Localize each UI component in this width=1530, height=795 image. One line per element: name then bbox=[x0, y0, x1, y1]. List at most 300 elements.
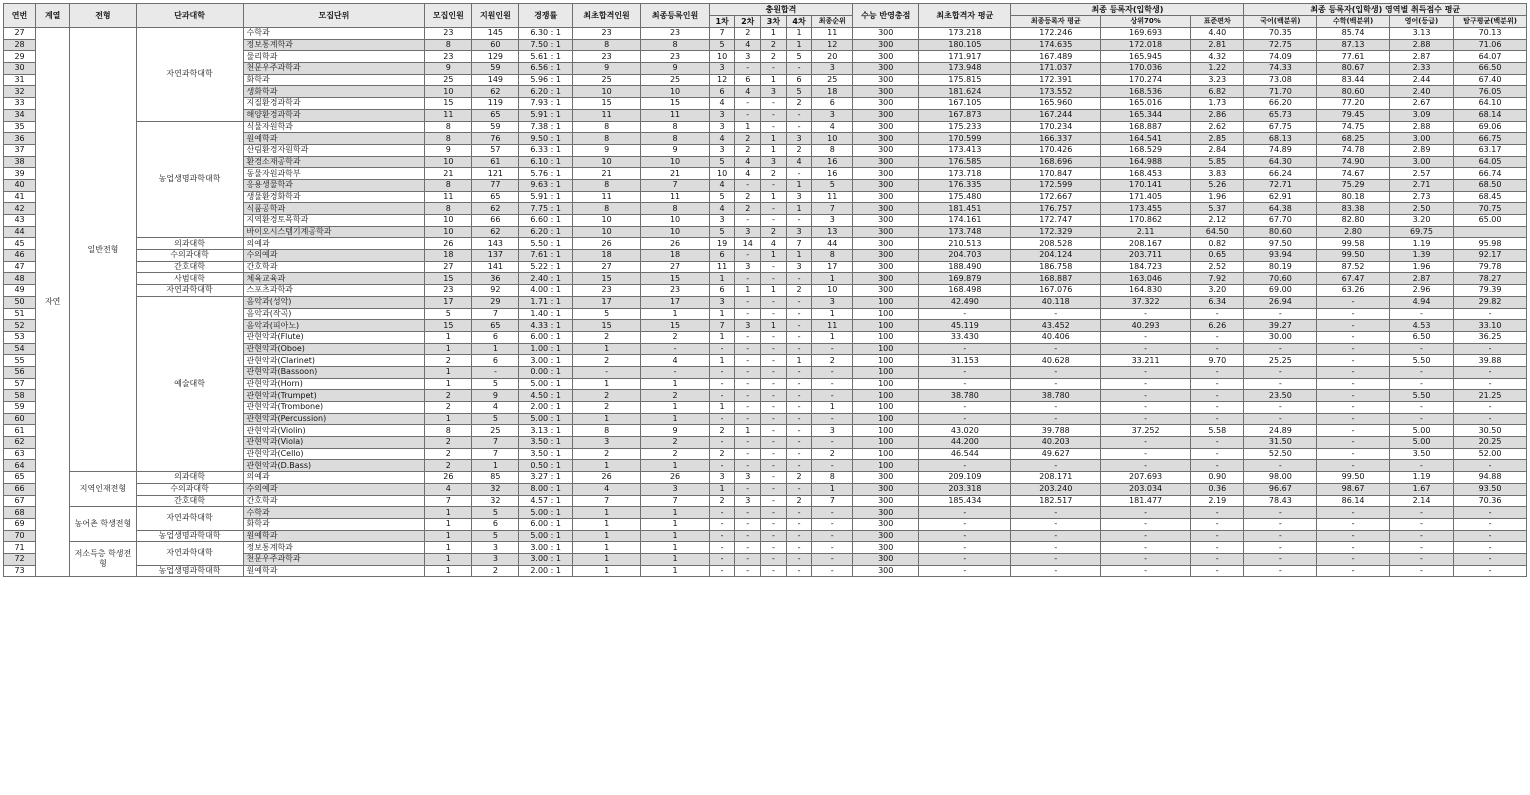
cell-top70: 165.344 bbox=[1101, 109, 1191, 121]
cell-top70: - bbox=[1101, 390, 1191, 402]
cell-final-rank: - bbox=[812, 518, 853, 530]
cell-ratio: 4.50 : 1 bbox=[519, 390, 572, 402]
cell-round-4: 4 bbox=[786, 156, 812, 168]
row-no: 56 bbox=[4, 366, 36, 378]
cell-top70: - bbox=[1101, 413, 1191, 425]
cell-std-dev: 6.82 bbox=[1191, 86, 1244, 98]
cell-korean: 70.35 bbox=[1244, 28, 1317, 40]
row-no: 49 bbox=[4, 285, 36, 297]
header-math: 수학(백분위) bbox=[1317, 16, 1390, 28]
cell-suneung: 100 bbox=[853, 331, 919, 343]
cell-english: 3.00 bbox=[1389, 133, 1453, 145]
cell-math: 99.50 bbox=[1317, 472, 1390, 484]
cell-round-2: - bbox=[735, 553, 761, 565]
cell-first-pass: 23 bbox=[572, 285, 640, 297]
cell-quota: 1 bbox=[425, 553, 472, 565]
header-quota: 모집인원 bbox=[425, 4, 472, 28]
cell-ratio: 1.71 : 1 bbox=[519, 296, 572, 308]
cell-suneung: 300 bbox=[853, 565, 919, 577]
cell-math: - bbox=[1317, 331, 1390, 343]
cell-reg-avg: 38.780 bbox=[1011, 390, 1101, 402]
cell-std-dev: - bbox=[1191, 448, 1244, 460]
cell-major: 관현악과(Flute) bbox=[243, 331, 425, 343]
cell-inquiry: 76.05 bbox=[1454, 86, 1527, 98]
cell-round-1: 6 bbox=[709, 285, 735, 297]
cell-inquiry: - bbox=[1454, 530, 1527, 542]
cell-round-3: - bbox=[761, 460, 787, 472]
cell-final-enroll: - bbox=[641, 366, 709, 378]
cell-first-pass: 9 bbox=[572, 144, 640, 156]
cell-korean: - bbox=[1244, 366, 1317, 378]
cell-top70: - bbox=[1101, 565, 1191, 577]
cell-inquiry: 64.05 bbox=[1454, 156, 1527, 168]
cell-quota: 17 bbox=[425, 296, 472, 308]
cell-final-rank: 16 bbox=[812, 168, 853, 180]
cell-english: 6.50 bbox=[1389, 331, 1453, 343]
cell-first-avg: 176.335 bbox=[919, 179, 1011, 191]
cell-math: 83.44 bbox=[1317, 74, 1390, 86]
table-row bbox=[4, 530, 1527, 542]
cell-final-rank: 8 bbox=[812, 250, 853, 262]
cell-korean: 31.50 bbox=[1244, 437, 1317, 449]
cell-reg-avg: 182.517 bbox=[1011, 495, 1101, 507]
cell-final-enroll: 23 bbox=[641, 285, 709, 297]
cell-first-avg: 209.109 bbox=[919, 472, 1011, 484]
type-cell-rural: 농어촌 학생전형 bbox=[70, 507, 136, 542]
cell-first-avg: 173.718 bbox=[919, 168, 1011, 180]
cell-korean: 52.50 bbox=[1244, 448, 1317, 460]
cell-quota: 2 bbox=[425, 448, 472, 460]
college-cell-edu: 사범대학 bbox=[136, 273, 243, 285]
cell-first-pass: 2 bbox=[572, 402, 640, 414]
cell-quota: 11 bbox=[425, 109, 472, 121]
cell-round-3: 1 bbox=[761, 28, 787, 40]
cell-round-3: - bbox=[761, 308, 787, 320]
cell-suneung: 300 bbox=[853, 507, 919, 519]
cell-first-pass: 11 bbox=[572, 109, 640, 121]
cell-first-avg: 181.624 bbox=[919, 86, 1011, 98]
cell-reg-avg: 40.628 bbox=[1011, 355, 1101, 367]
cell-english: 2.67 bbox=[1389, 98, 1453, 110]
cell-first-pass: 1 bbox=[572, 378, 640, 390]
cell-reg-avg: 39.788 bbox=[1011, 425, 1101, 437]
cell-top70: 163.046 bbox=[1101, 273, 1191, 285]
cell-round-1: 11 bbox=[709, 261, 735, 273]
cell-round-3: 1 bbox=[761, 320, 787, 332]
cell-applicants: 141 bbox=[472, 261, 519, 273]
cell-top70: 165.945 bbox=[1101, 51, 1191, 63]
cell-quota: 1 bbox=[425, 331, 472, 343]
cell-first-avg: 169.879 bbox=[919, 273, 1011, 285]
cell-final-rank: 10 bbox=[812, 133, 853, 145]
cell-std-dev: 5.26 bbox=[1191, 179, 1244, 191]
cell-first-avg: 167.105 bbox=[919, 98, 1011, 110]
cell-suneung: 100 bbox=[853, 308, 919, 320]
cell-first-avg: 168.498 bbox=[919, 285, 1011, 297]
cell-round-4: 5 bbox=[786, 51, 812, 63]
cell-ratio: 3.00 : 1 bbox=[519, 542, 572, 554]
header-extra-pass: 충원합격 bbox=[709, 4, 852, 16]
header-field: 계열 bbox=[36, 4, 70, 28]
cell-math: 75.29 bbox=[1317, 179, 1390, 191]
cell-inquiry: 68.50 bbox=[1454, 179, 1527, 191]
cell-top70: - bbox=[1101, 448, 1191, 460]
cell-first-avg: 203.318 bbox=[919, 483, 1011, 495]
cell-math: 80.60 bbox=[1317, 86, 1390, 98]
cell-english: - bbox=[1389, 308, 1453, 320]
cell-round-2: 1 bbox=[735, 121, 761, 133]
cell-first-avg: - bbox=[919, 507, 1011, 519]
cell-korean: 74.09 bbox=[1244, 51, 1317, 63]
row-no: 33 bbox=[4, 98, 36, 110]
cell-round-1: 12 bbox=[709, 74, 735, 86]
cell-applicants: 121 bbox=[472, 168, 519, 180]
cell-first-avg: - bbox=[919, 542, 1011, 554]
cell-final-enroll: 8 bbox=[641, 39, 709, 51]
cell-major: 식물자원학과 bbox=[243, 121, 425, 133]
cell-first-pass: 1 bbox=[572, 518, 640, 530]
cell-final-enroll: 1 bbox=[641, 460, 709, 472]
cell-ratio: 6.33 : 1 bbox=[519, 144, 572, 156]
cell-korean: 73.08 bbox=[1244, 74, 1317, 86]
cell-std-dev: 2.85 bbox=[1191, 133, 1244, 145]
cell-math: - bbox=[1317, 390, 1390, 402]
cell-applicants: 9 bbox=[472, 390, 519, 402]
cell-round-2: - bbox=[735, 296, 761, 308]
cell-round-2: - bbox=[735, 308, 761, 320]
cell-round-1: 5 bbox=[709, 39, 735, 51]
cell-std-dev: 5.58 bbox=[1191, 425, 1244, 437]
cell-suneung: 300 bbox=[853, 74, 919, 86]
cell-first-pass: 10 bbox=[572, 215, 640, 227]
row-no: 58 bbox=[4, 390, 36, 402]
cell-inquiry: 70.36 bbox=[1454, 495, 1527, 507]
cell-round-2: - bbox=[735, 402, 761, 414]
cell-round-1: 4 bbox=[709, 98, 735, 110]
cell-english: 3.13 bbox=[1389, 28, 1453, 40]
cell-std-dev: 3.83 bbox=[1191, 168, 1244, 180]
cell-math: 83.38 bbox=[1317, 203, 1390, 215]
cell-top70: 165.016 bbox=[1101, 98, 1191, 110]
row-no: 68 bbox=[4, 507, 36, 519]
cell-korean: 72.75 bbox=[1244, 39, 1317, 51]
cell-final-rank: 17 bbox=[812, 261, 853, 273]
cell-korean: 72.71 bbox=[1244, 179, 1317, 191]
cell-applicants: 2 bbox=[472, 565, 519, 577]
cell-applicants: 66 bbox=[472, 215, 519, 227]
cell-quota: 15 bbox=[425, 320, 472, 332]
cell-suneung: 300 bbox=[853, 179, 919, 191]
row-no: 32 bbox=[4, 86, 36, 98]
cell-first-pass: 1 bbox=[572, 565, 640, 577]
cell-reg-avg: 170.426 bbox=[1011, 144, 1101, 156]
header-inquiry: 탐구평균(백분위) bbox=[1454, 16, 1527, 28]
cell-round-1: 1 bbox=[709, 483, 735, 495]
cell-math: 99.58 bbox=[1317, 238, 1390, 250]
cell-top70: - bbox=[1101, 437, 1191, 449]
row-no: 34 bbox=[4, 109, 36, 121]
cell-inquiry: 33.10 bbox=[1454, 320, 1527, 332]
cell-suneung: 300 bbox=[853, 215, 919, 227]
cell-round-2: - bbox=[735, 413, 761, 425]
cell-korean: 25.25 bbox=[1244, 355, 1317, 367]
cell-math: - bbox=[1317, 553, 1390, 565]
cell-inquiry: 94.88 bbox=[1454, 472, 1527, 484]
cell-inquiry: - bbox=[1454, 542, 1527, 554]
cell-applicants: 3 bbox=[472, 542, 519, 554]
cell-math: - bbox=[1317, 437, 1390, 449]
cell-math: 67.47 bbox=[1317, 273, 1390, 285]
cell-major: 생화학과 bbox=[243, 86, 425, 98]
cell-korean: 67.75 bbox=[1244, 121, 1317, 133]
cell-final-enroll: 11 bbox=[641, 191, 709, 203]
cell-round-1: - bbox=[709, 518, 735, 530]
table-body bbox=[4, 28, 1527, 577]
cell-quota: 26 bbox=[425, 238, 472, 250]
cell-std-dev: 0.36 bbox=[1191, 483, 1244, 495]
cell-major: 지역환경토목학과 bbox=[243, 215, 425, 227]
cell-korean: 74.89 bbox=[1244, 144, 1317, 156]
cell-round-4: - bbox=[786, 109, 812, 121]
cell-first-pass: 23 bbox=[572, 28, 640, 40]
cell-suneung: 300 bbox=[853, 518, 919, 530]
cell-round-1: 7 bbox=[709, 28, 735, 40]
cell-reg-avg: - bbox=[1011, 343, 1101, 355]
cell-reg-avg: 40.203 bbox=[1011, 437, 1101, 449]
cell-round-2: 3 bbox=[735, 495, 761, 507]
cell-major: 정보통계학과 bbox=[243, 39, 425, 51]
cell-round-3: - bbox=[761, 273, 787, 285]
cell-std-dev: 2.81 bbox=[1191, 39, 1244, 51]
cell-suneung: 300 bbox=[853, 191, 919, 203]
cell-round-2: 4 bbox=[735, 156, 761, 168]
cell-round-2: - bbox=[735, 483, 761, 495]
cell-round-1: 2 bbox=[709, 448, 735, 460]
cell-major: 식품공학과 bbox=[243, 203, 425, 215]
cell-top70: 168.453 bbox=[1101, 168, 1191, 180]
cell-korean: 62.91 bbox=[1244, 191, 1317, 203]
cell-inquiry: 64.07 bbox=[1454, 51, 1527, 63]
cell-round-2: - bbox=[735, 250, 761, 262]
cell-ratio: 5.76 : 1 bbox=[519, 168, 572, 180]
header-type: 전형 bbox=[70, 4, 136, 28]
cell-final-enroll: 1 bbox=[641, 507, 709, 519]
cell-std-dev: 1.22 bbox=[1191, 63, 1244, 75]
cell-math: - bbox=[1317, 378, 1390, 390]
row-no: 61 bbox=[4, 425, 36, 437]
cell-round-4: - bbox=[786, 273, 812, 285]
cell-final-rank: - bbox=[812, 343, 853, 355]
cell-english: - bbox=[1389, 542, 1453, 554]
cell-first-pass: 26 bbox=[572, 472, 640, 484]
cell-round-3: - bbox=[761, 483, 787, 495]
cell-std-dev: - bbox=[1191, 507, 1244, 519]
cell-round-2: 2 bbox=[735, 191, 761, 203]
table-row bbox=[4, 261, 1527, 273]
cell-quota: 21 bbox=[425, 168, 472, 180]
cell-quota: 10 bbox=[425, 215, 472, 227]
cell-round-3: 1 bbox=[761, 74, 787, 86]
cell-round-3: - bbox=[761, 366, 787, 378]
cell-round-4: - bbox=[786, 378, 812, 390]
cell-quota: 2 bbox=[425, 355, 472, 367]
cell-applicants: - bbox=[472, 366, 519, 378]
cell-english: - bbox=[1389, 366, 1453, 378]
cell-suneung: 300 bbox=[853, 226, 919, 238]
cell-first-pass: 1 bbox=[572, 413, 640, 425]
cell-ratio: 3.13 : 1 bbox=[519, 425, 572, 437]
cell-first-avg: 185.434 bbox=[919, 495, 1011, 507]
cell-final-rank: 2 bbox=[812, 355, 853, 367]
cell-round-3: - bbox=[761, 553, 787, 565]
cell-round-3: - bbox=[761, 472, 787, 484]
cell-quota: 8 bbox=[425, 121, 472, 133]
cell-final-rank: 12 bbox=[812, 39, 853, 51]
cell-top70: - bbox=[1101, 331, 1191, 343]
cell-suneung: 300 bbox=[853, 63, 919, 75]
cell-top70: 173.455 bbox=[1101, 203, 1191, 215]
cell-ratio: 6.20 : 1 bbox=[519, 86, 572, 98]
cell-suneung: 100 bbox=[853, 413, 919, 425]
header-english: 영어(등급) bbox=[1389, 16, 1453, 28]
cell-first-pass: 5 bbox=[572, 308, 640, 320]
cell-round-4: - bbox=[786, 425, 812, 437]
cell-quota: 8 bbox=[425, 425, 472, 437]
row-no: 71 bbox=[4, 542, 36, 554]
cell-applicants: 29 bbox=[472, 296, 519, 308]
table-row bbox=[4, 507, 1527, 519]
cell-first-pass: 21 bbox=[572, 168, 640, 180]
cell-round-4: 2 bbox=[786, 472, 812, 484]
cell-english: 2.87 bbox=[1389, 273, 1453, 285]
cell-round-3: - bbox=[761, 343, 787, 355]
cell-round-4: 1 bbox=[786, 250, 812, 262]
cell-round-3: - bbox=[761, 378, 787, 390]
cell-reg-avg: 204.124 bbox=[1011, 250, 1101, 262]
cell-round-4: 3 bbox=[786, 191, 812, 203]
cell-major: 관현악과(Oboe) bbox=[243, 343, 425, 355]
cell-english: 69.75 bbox=[1389, 226, 1453, 238]
cell-final-rank: 1 bbox=[812, 331, 853, 343]
cell-round-4: 2 bbox=[786, 495, 812, 507]
cell-round-3: - bbox=[761, 402, 787, 414]
cell-ratio: 7.50 : 1 bbox=[519, 39, 572, 51]
cell-major: 수의예과 bbox=[243, 250, 425, 262]
cell-final-enroll: 1 bbox=[641, 542, 709, 554]
cell-applicants: 7 bbox=[472, 448, 519, 460]
cell-ratio: 3.00 : 1 bbox=[519, 553, 572, 565]
cell-reg-avg: 176.757 bbox=[1011, 203, 1101, 215]
cell-reg-avg: 174.635 bbox=[1011, 39, 1101, 51]
cell-math: - bbox=[1317, 320, 1390, 332]
cell-round-1: 3 bbox=[709, 121, 735, 133]
cell-first-pass: 2 bbox=[572, 448, 640, 460]
cell-inquiry: - bbox=[1454, 402, 1527, 414]
cell-applicants: 5 bbox=[472, 530, 519, 542]
cell-final-rank: - bbox=[812, 530, 853, 542]
cell-quota: 1 bbox=[425, 530, 472, 542]
cell-first-avg: 173.218 bbox=[919, 28, 1011, 40]
cell-reg-avg: - bbox=[1011, 542, 1101, 554]
cell-round-2: 3 bbox=[735, 51, 761, 63]
row-no: 53 bbox=[4, 331, 36, 343]
header-std-dev: 표준편차 bbox=[1191, 16, 1244, 28]
cell-english: 1.19 bbox=[1389, 238, 1453, 250]
cell-std-dev: - bbox=[1191, 565, 1244, 577]
cell-math: 80.67 bbox=[1317, 63, 1390, 75]
cell-reg-avg: 43.452 bbox=[1011, 320, 1101, 332]
cell-final-enroll: 21 bbox=[641, 168, 709, 180]
cell-math: 77.20 bbox=[1317, 98, 1390, 110]
cell-suneung: 100 bbox=[853, 402, 919, 414]
cell-suneung: 300 bbox=[853, 109, 919, 121]
cell-round-1: 10 bbox=[709, 51, 735, 63]
cell-ratio: 0.00 : 1 bbox=[519, 366, 572, 378]
row-no: 43 bbox=[4, 215, 36, 227]
cell-top70: - bbox=[1101, 530, 1191, 542]
cell-quota: 1 bbox=[425, 507, 472, 519]
row-no: 28 bbox=[4, 39, 36, 51]
cell-applicants: 65 bbox=[472, 109, 519, 121]
cell-applicants: 7 bbox=[472, 437, 519, 449]
cell-std-dev: - bbox=[1191, 331, 1244, 343]
cell-std-dev: - bbox=[1191, 378, 1244, 390]
cell-major: 바이오시스템기계공학과 bbox=[243, 226, 425, 238]
cell-first-avg: 210.513 bbox=[919, 238, 1011, 250]
cell-std-dev: 3.23 bbox=[1191, 74, 1244, 86]
cell-round-3: - bbox=[761, 355, 787, 367]
cell-korean: - bbox=[1244, 343, 1317, 355]
cell-first-avg: - bbox=[919, 378, 1011, 390]
cell-round-1: 10 bbox=[709, 168, 735, 180]
cell-english: 1.67 bbox=[1389, 483, 1453, 495]
cell-final-rank: 1 bbox=[812, 402, 853, 414]
cell-major: 환경소재공학과 bbox=[243, 156, 425, 168]
cell-final-rank: 1 bbox=[812, 483, 853, 495]
cell-korean: - bbox=[1244, 413, 1317, 425]
cell-final-rank: 7 bbox=[812, 495, 853, 507]
cell-final-enroll: 4 bbox=[641, 355, 709, 367]
cell-inquiry: 70.75 bbox=[1454, 203, 1527, 215]
cell-korean: 39.27 bbox=[1244, 320, 1317, 332]
cell-inquiry: 79.78 bbox=[1454, 261, 1527, 273]
cell-major: 천문우주과학과 bbox=[243, 553, 425, 565]
header-no: 연번 bbox=[4, 4, 36, 28]
cell-first-avg: 31.153 bbox=[919, 355, 1011, 367]
cell-applicants: 1 bbox=[472, 460, 519, 472]
cell-round-2: 14 bbox=[735, 238, 761, 250]
cell-first-avg: 173.748 bbox=[919, 226, 1011, 238]
cell-std-dev: 2.12 bbox=[1191, 215, 1244, 227]
header-applicants: 지원인원 bbox=[472, 4, 519, 28]
cell-round-2: - bbox=[735, 273, 761, 285]
cell-final-rank: - bbox=[812, 378, 853, 390]
cell-round-1: - bbox=[709, 343, 735, 355]
cell-suneung: 300 bbox=[853, 203, 919, 215]
cell-round-3: 3 bbox=[761, 86, 787, 98]
cell-round-3: - bbox=[761, 495, 787, 507]
cell-math: 87.52 bbox=[1317, 261, 1390, 273]
cell-round-4: - bbox=[786, 402, 812, 414]
cell-std-dev: - bbox=[1191, 366, 1244, 378]
row-no: 41 bbox=[4, 191, 36, 203]
cell-suneung: 100 bbox=[853, 460, 919, 472]
cell-round-2: - bbox=[735, 448, 761, 460]
cell-first-pass: 1 bbox=[572, 460, 640, 472]
cell-top70: 208.167 bbox=[1101, 238, 1191, 250]
cell-reg-avg: 166.337 bbox=[1011, 133, 1101, 145]
cell-top70: - bbox=[1101, 366, 1191, 378]
